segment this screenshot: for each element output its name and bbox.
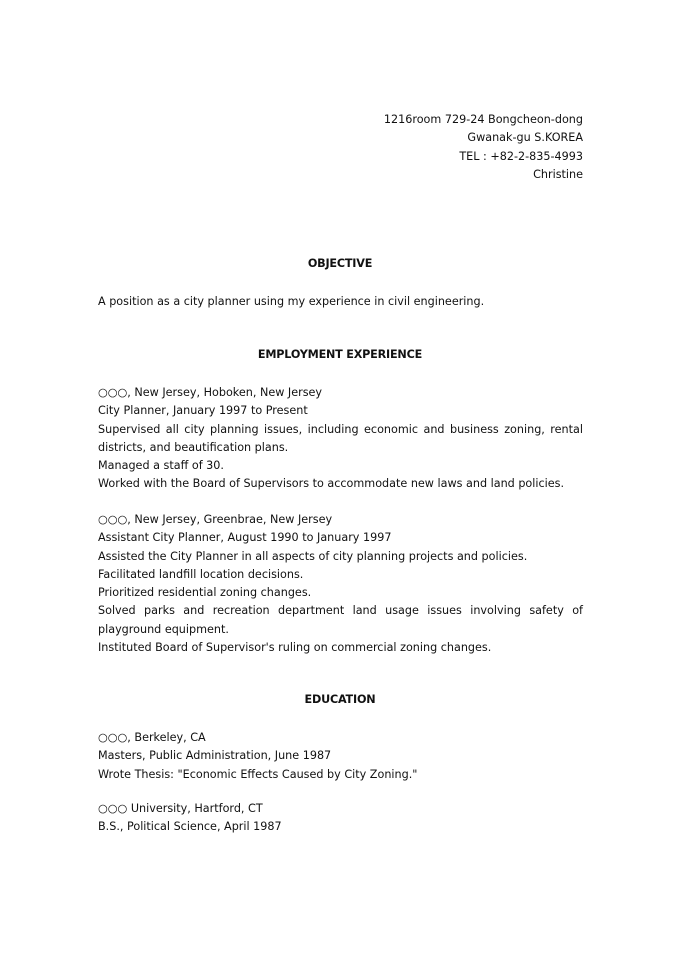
education-entry xyxy=(98,800,583,837)
job-entry xyxy=(98,384,583,494)
job-duty: Managed a staff of 30. xyxy=(98,459,224,473)
job-duty: Worked with the Board of Supervisors to accommodate new laws and land policies. xyxy=(98,477,565,491)
job-duty: districts, and beautification plans. xyxy=(98,440,289,454)
job-employer: ○○○, New Jersey, Greenbrae, New Jersey xyxy=(98,513,333,526)
job-entry xyxy=(98,511,583,657)
thesis: Wrote Thesis: "Economic Effects Caused by City Zoning." xyxy=(98,767,418,781)
job-employer: ○○○, New Jersey, Hoboken, New Jersey xyxy=(98,386,323,399)
job-duty: Instituted Board of Supervisor's ruling on commercial zoning changes. xyxy=(98,641,492,655)
objective-heading: OBJECTIVE xyxy=(307,257,373,270)
job-duty: Solved parks and recreation department land usage issues involving safety of xyxy=(98,604,583,618)
job-title: City Planner, January 1997 to Present xyxy=(98,404,308,418)
address-block xyxy=(384,111,583,184)
job-duty: Assisted the City Planner in all aspects of city planning projects and policies. xyxy=(98,549,528,563)
job-duty: playground equipment. xyxy=(98,622,229,636)
education-heading: EDUCATION xyxy=(304,693,376,706)
address-line: 1216room 729-24 Bongcheon-dong xyxy=(383,113,583,126)
degree: B.S., Political Science, April 1987 xyxy=(98,820,282,834)
job-title: Assistant City Planner, August 1990 to January 1997 xyxy=(98,531,392,545)
job-duty: Prioritized residential zoning changes. xyxy=(98,586,312,600)
job-duty: Supervised all city planning issues, including economic and business zoning, rental xyxy=(98,422,583,436)
education-entry xyxy=(98,729,583,784)
phone-line: TEL : +82-2-835-4993 xyxy=(459,149,583,163)
objective-section xyxy=(98,293,583,311)
degree: Masters, Public Administration, June 1987 xyxy=(98,749,332,763)
job-duty: Facilitated landfill location decisions. xyxy=(98,567,304,581)
objective-text: A position as a city planner using my experience in civil engineering. xyxy=(98,295,485,308)
applicant-name: Christine xyxy=(533,167,583,181)
school-name: ○○○ University, Hartford, CT xyxy=(98,802,263,815)
school-name: ○○○, Berkeley, CA xyxy=(98,731,206,744)
employment-heading: EMPLOYMENT EXPERIENCE xyxy=(257,348,423,361)
address-line: Gwanak-gu S.KOREA xyxy=(467,131,583,145)
